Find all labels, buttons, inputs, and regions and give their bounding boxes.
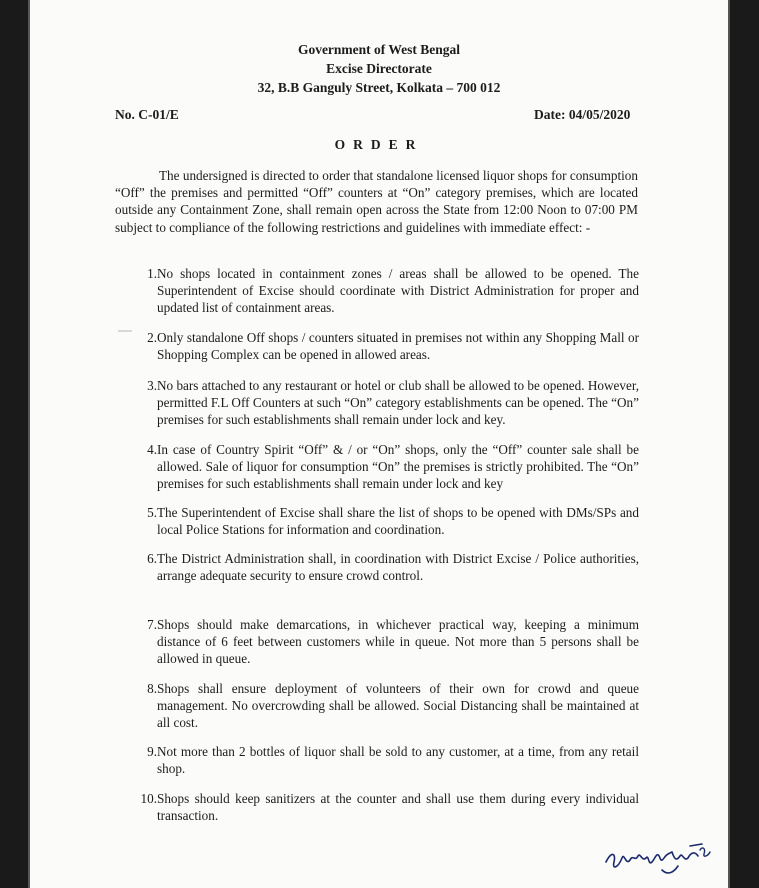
list-item-text: Only standalone Off shops / counters situated in premises not within any Shopping Mall or Shopping Complex can be opened in allowed areas. <box>157 330 639 363</box>
list-item-text: Not more than 2 bottles of liquor shall be sold to any customer, at a time, from any retail shop. <box>157 744 639 777</box>
list-item-number: 10. <box>140 791 157 806</box>
list-item-text: Shops shall ensure deployment of volunteers of their own for crowd and queue management. No overcrowding shall be allowed. Social Distancing shall be maintained at all cost. <box>157 681 639 731</box>
list-item-text: No shops located in containment zones / areas shall be allowed to be opened. The Superintendent of Excise should coordinate with District Administration for proper and updated list of containment areas. <box>157 266 639 316</box>
list-item-text: The Superintendent of Excise shall share the list of shops to be opened with DMs/SPs and local Police Stations for information and coordination. <box>157 505 639 538</box>
order-title: ORDER <box>334 137 424 152</box>
list-item-text: The District Administration shall, in coordination with District Excise / Police authorities, arrange adequate security to ensure crowd control. <box>157 551 639 584</box>
list-item-text: In case of Country Spirit “Off” & / or “On” shops, only the “Off” counter sale shall be allowed. Sale of liquor for consumption “On” the premises is strictly prohibited. The “On” premises for such establishments shall remain under lock and key <box>157 442 639 492</box>
list-item-number: 5. <box>147 505 157 520</box>
page-right-edge <box>728 0 730 888</box>
list-item-number: 9. <box>147 744 157 759</box>
letterhead <box>30 40 728 97</box>
intro-paragraph: The undersigned is directed to order that standalone licensed liquor shops for consumption “Off” the premises and permitted “Off” counters at “On” category premises, which are located outside any Containment Zone, shall remain open across the State from 12:00 Noon to 07:00 PM subject to compliance of the following restrictions and guidelines with immediate effect: - <box>115 168 638 235</box>
list-item-text: Shops should make demarcations, in whichever practical way, keeping a minimum distance of 6 feet between customers while in queue. Not more than 5 persons shall be allowed in queue. <box>157 617 639 667</box>
letterhead-address: 32, B.B Ganguly Street, Kolkata – 700 012 <box>257 80 501 95</box>
letterhead-government: Government of West Bengal <box>297 42 461 57</box>
letterhead-directorate: Excise Directorate <box>326 61 432 76</box>
document-page <box>30 0 728 888</box>
signature-mark <box>602 832 722 882</box>
list-item-number: 4. <box>147 442 157 457</box>
list-item-number: 6. <box>147 551 157 566</box>
list-item-number: 1. <box>147 266 157 281</box>
scan-mark <box>118 330 132 332</box>
list-item-number: 2. <box>147 330 157 345</box>
order-date: Date: 04/05/2020 <box>534 107 631 122</box>
order-number: No. C-01/E <box>115 107 179 122</box>
list-item-number: 3. <box>147 378 157 393</box>
list-item-text: No bars attached to any restaurant or hotel or club shall be allowed to be opened. However, permitted F.L Off Counters at such “On” category establishments can be opened. The “On” premises for such establishments shall remain under lock and key. <box>157 378 639 428</box>
list-item-number: 8. <box>147 681 157 696</box>
list-item-text: Shops should keep sanitizers at the counter and shall use them during every individual transaction. <box>157 791 639 824</box>
list-item-number: 7. <box>147 617 157 632</box>
